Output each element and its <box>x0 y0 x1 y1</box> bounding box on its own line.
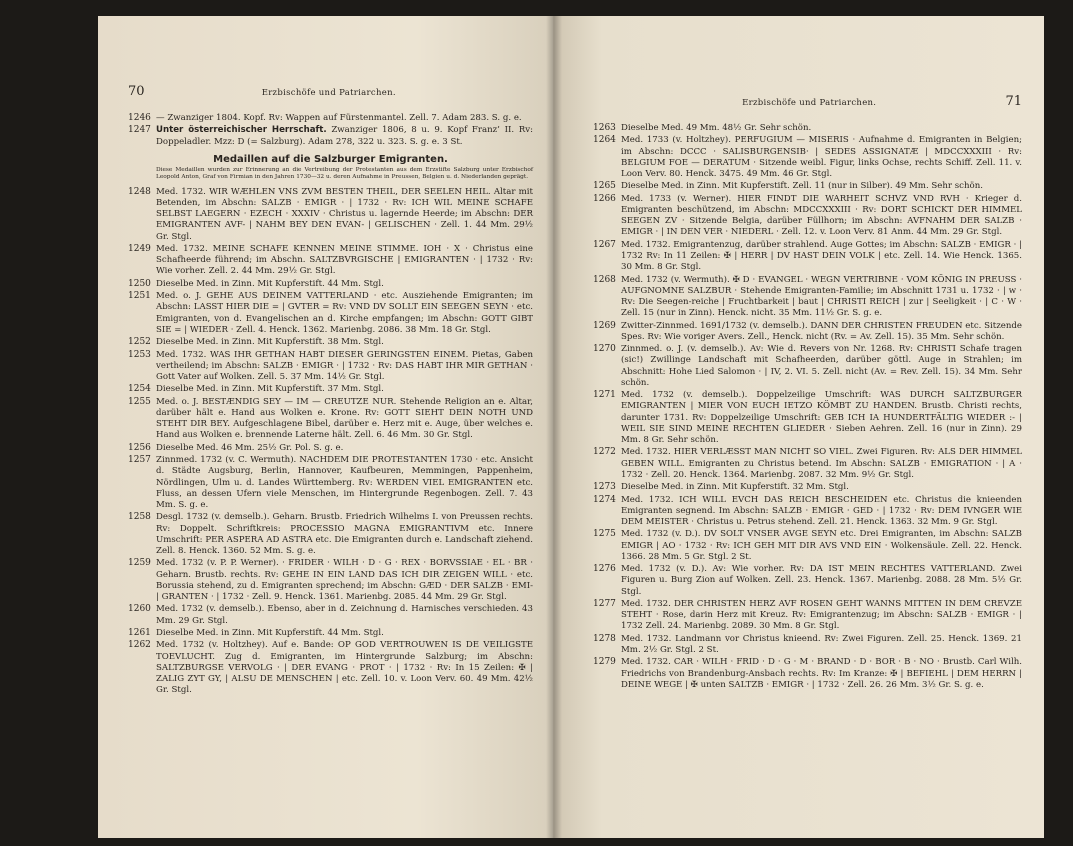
entry-text <box>156 113 533 124</box>
entry-text <box>621 194 1022 239</box>
entry-description: Dieselbe Med. in Zinn. Mit Kupferstift. 32 Mm. Stgl. <box>621 482 849 493</box>
entry-description: Med. 1732. Landmann vor Christus knieend. Rv: Zwei Figuren. Zell. 25. Henck. 1369. 21 Mm. 2½ Gr. Stgl. 2 St. <box>621 633 1022 655</box>
catalog-entry <box>593 495 1022 529</box>
entry-description: Dieselbe Med. in Zinn. Mit Kupferstift. 37 Mm. Stgl. <box>156 384 384 395</box>
left-running-title: Erzbischöfe und Patriarchen. <box>261 88 396 98</box>
catalog-entry <box>593 390 1022 446</box>
entry-text <box>621 634 1022 656</box>
entry-number: 1277 <box>593 598 616 609</box>
entry-number: 1274 <box>593 494 616 505</box>
catalog-entry <box>128 291 533 336</box>
entry-text <box>156 558 533 603</box>
entry-text <box>621 135 1022 180</box>
entry-number: 1257 <box>128 455 151 466</box>
entry-text <box>621 344 1022 389</box>
entry-text <box>156 187 533 243</box>
catalog-entry <box>593 529 1022 563</box>
entry-number: 1259 <box>128 558 151 569</box>
entry-description: Med. 1732 (v. Wermuth). ✠ D · EVANGEL · WEGN VERTRIBNE · VOM KÖNIG IN PREUSS · AUFGNOMNE SALZBUR · Stehende Emigranten-Familie; im Abschnitt 1731 u. 1732 · | w · Rv: Die Seegen-reiche | Fruchtbarkeit | baut | CHRISTI REICH | zur | Seeligkeit · | C · W · Zell. 15 (nur in Zinn). Henck. nicht. 35 Mm. 11½ Gr. S. g. e. <box>621 274 1022 319</box>
entry-text <box>621 564 1022 598</box>
entry-number: 1264 <box>593 135 616 146</box>
entry-description: Med. 1732. ICH WILL EVCH DAS REICH BESCHEIDEN etc. Christus die knieenden Emigranten segnend. Im Abschn: SALZB · EMIGR · GED · | 1732 · Rv: DEM IVNGER WIE DEM MEISTER · Christus u. Petrus stehend. Zell. 21. Henck. 1363. 32 Mm. 9 Gr. Stgl. <box>621 494 1022 527</box>
entry-description: Med. 1732 (v. P. P. Werner). · FRIDER · WILH · D · G · REX · BORVSSIAE · EL · BR · Geharn. Brustb. rechts. Rv: GEHE IN EIN LAND DAS ICH DIR ZEIGEN WILL · etc. Borussia stehend, zu d. Emigranten sprechend; im Abschn: GÆD · DER SALZB · EMI- | GRANTEN · | 1732 · Zell. 9. Henck. 1361. Marienbg. 2085. 44 Mm. 29 Gr. Stgl. <box>156 558 533 602</box>
entry-description: Med. 1732 (v. D.). Av: Wie vorher. Rv: DA IST MEIN RECHTES VATTERLAND. Zwei Figuren u. Burg Zion auf Wolken. Zell. 23. Henck. 1367. Marienbg. 2088. 28 Mm. 5½ Gr. Stgl. <box>621 564 1022 597</box>
entry-text <box>156 337 533 348</box>
right-entries <box>593 123 1022 691</box>
entry-text <box>156 604 533 626</box>
section-note: Diese Medaillen wurden zur Erinnerung an die Vertreibung der Protestanten aus dem Erzstifte Salzburg unter Erzbischof Leopold Anton, Graf von Firmian in den Jahren 1730—32 u. deren Aufnahme in Preussen, Belgien u. d. Niederlanden geprägt. <box>156 166 533 180</box>
catalog-entry <box>593 123 1022 134</box>
catalog-entry <box>128 640 533 696</box>
entry-description: Med. 1732 (v. demselb.). Doppelzeilige Umschrift: WAS DURCH SALTZBURGER EMIGRANTEN | MIER VON EUCH IETZO KÖMBT ZU HANDEN. Brustb. Christi rechts, darunter 1731. Rv: Doppelzeilige Umschrift: GEB ICH IA HUNDERTFÄLTIG WIEDER :- | WEIL SIE SIND MEINE RECHTEN GLIEDER · Sieben Aehren. Zell. 16 (nur in Zinn). 29 Mm. 8 Gr. Sehr schön. <box>621 390 1022 445</box>
entry-heading: Unter österreichischer Herrschaft. <box>156 125 327 136</box>
entry-number: 1266 <box>593 193 616 204</box>
entry-text <box>156 512 533 557</box>
entry-number: 1261 <box>128 627 151 638</box>
entry-number: 1279 <box>593 657 616 668</box>
entry-number: 1270 <box>593 344 616 355</box>
catalog-entry <box>593 135 1022 180</box>
catalog-entry <box>128 187 533 243</box>
catalog-entry <box>128 443 533 454</box>
entry-description: Dieselbe Med. 46 Mm. 25½ Gr. Pol. S. g. e. <box>156 442 344 453</box>
entry-text <box>156 291 533 336</box>
entry-number: 1252 <box>128 337 151 348</box>
catalog-entry <box>128 628 533 639</box>
catalog-entry <box>593 240 1022 274</box>
catalog-entry <box>593 599 1022 633</box>
entry-description: Dieselbe Med. in Zinn. Mit Kupferstift. 38 Mm. Stgl. <box>156 337 384 348</box>
entry-number: 1255 <box>128 396 151 407</box>
catalog-entry <box>128 350 533 384</box>
entry-description: Med. 1732 (v. D.). DV SOLT VNSER AVGE SEYN etc. Drei Emigranten, im Abschn: SALZB EMIGR | AO · 1732 · Rv: ICH GEH MIT DIR AVS VND EIN · Wolkensäule. Zell. 22. Henck. 1366. 28 Mm. 5 Gr. Stgl. 2 St. <box>621 529 1022 562</box>
catalog-entry <box>128 337 533 348</box>
entry-text <box>621 390 1022 446</box>
entry-description: Med. o. J. BESTÆNDIG SEY — IM — CREUTZE NUR. Stehende Religion an e. Altar, darüber hält e. Hand aus Wolken e. Krone. Rv: GOTT SIEHT DEIN NOTH UND STEHT DIR BEY. Aufgeschlagene Bibel, darüber e. Herz mit e. Auge, über welches e. Hand aus Wolken e. brennende Laterne hält. Zell. 6. 46 Mm. 30 Gr. Stgl. <box>156 396 533 441</box>
catalog-entry <box>593 194 1022 239</box>
entry-text <box>156 443 533 454</box>
catalog-entry <box>593 275 1022 320</box>
entry-description: Dieselbe Med. in Zinn. Mit Kupferstift. 44 Mm. Stgl. <box>156 278 384 289</box>
entry-text <box>621 482 1022 493</box>
catalog-entry <box>593 321 1022 343</box>
entry-description: Med. 1733 (v. Holtzhey). PERFUGIUM — MISERIS · Aufnahme d. Emigranten in Belgien; im Abschn: DCCC · SALISBURGENSIB· | SEDES ASSIGNATÆ | MDCCXXXIII · Rv: BELGIUM FOE — DERATUM · Sitzende weibl. Figur, links Ochse, rechts Schiff. Zell. 11. v. Loon Verv. 80. Henck. 3475. 49 Mm. 46 Gr. Stgl. <box>621 135 1022 179</box>
entry-number: 1272 <box>593 447 616 458</box>
entry-number: 1263 <box>593 123 616 133</box>
entry-description: Med. o. J. GEHE AUS DEINEM VATTERLAND · etc. Ausziehende Emigranten; im Abschn: LASST HIER DIE = | GVTER = Rv: VND DV SOLLT EIN SEEGEN SEYN · etc. Emigranten, von d. Evangelischen an d. Kirche empfangen; im Abschn: GOTT GIBT SIE = | WIEDER · Zell. 4. Henck. 1362. Marienbg. 2086. 38 Mm. 18 Gr. Stgl. <box>156 291 533 335</box>
catalog-entry <box>128 279 533 290</box>
left-page <box>98 16 553 838</box>
right-page <box>553 16 1044 838</box>
entry-text <box>621 657 1022 691</box>
entry-number: 1262 <box>128 640 151 651</box>
entry-text <box>621 495 1022 529</box>
entry-text <box>621 123 1022 134</box>
book-spread <box>98 16 1044 838</box>
entry-text <box>156 244 533 278</box>
entry-text <box>621 321 1022 343</box>
catalog-entry <box>128 512 533 557</box>
catalog-entry <box>128 384 533 395</box>
entry-description: Med. 1732. Emigrantenzug, darüber strahlend. Auge Gottes; im Abschn: SALZB · EMIGR · | 1732 Rv: In 11 Zeilen: ✠ | HERR | DV HAST DEIN VOLK | etc. Zell. 14. Wie Henck. 1365. 30 Mm. 8 Gr. Stgl. <box>621 239 1022 273</box>
entry-description: Dieselbe Med. in Zinn. Mit Kupferstift. 44 Mm. Stgl. <box>156 627 384 638</box>
entry-text <box>621 275 1022 320</box>
entry-description: Med. 1732 (v. demselb.). Ebenso, aber in d. Zeichnung d. Harnisches verschieden. 43 Mm. 29 Gr. Stgl. <box>156 604 533 626</box>
entry-number: 1258 <box>128 512 151 523</box>
entry-description: Med. 1732. HIER VERLÆSST MAN NICHT SO VIEL. Zwei Figuren. Rv: ALS DER HIMMEL GEBEN WILL. Emigranten zu Christus betend. Im Abschn: SALZB · EMIGRATION · | A · 1732 · Zell. 20. Henck. 1364. Marienbg. 2087. 32 Mm. 9½ Gr. Stgl. <box>621 447 1022 480</box>
entry-number: 1267 <box>593 239 616 250</box>
entry-text <box>621 529 1022 563</box>
section-title: Medaillen auf die Salzburger Emigranten. <box>213 153 448 165</box>
entry-number: 1265 <box>593 181 616 192</box>
right-page-number: 71 <box>1005 94 1022 109</box>
entry-number: 1251 <box>128 291 151 302</box>
entry-description: Med. 1732. WIR WÆHLEN VNS ZVM BESTEN THEIL, DER SEELEN HEIL. Altar mit Betenden, im Abschn: SALZB · EMIGR · | 1732 · Rv: ICH WIL MEINE SCHAFE SELBST LAEGERN · EZECH · XXXIV · Christus u. lagernde Heerde; im Abschn: DER EMIGRANTEN AVF- | NAHM BEY DEN EVAN- | GELISCHEN · Zell. 1. 44 Mm. 29½ Gr. Stgl. <box>156 186 533 242</box>
entry-description: Med. 1733 (v. Werner). HIER FINDT DIE WARHEIT SCHVZ VND RVH · Krieger d. Emigranten beschützend, im Abschn: MDCCXXXIII · Rv: DORT SCHICKT DER HIMMEL SEEGEN ZV · Sitzende Belgia, darüber Füllhorn; im Abschn: AVFNAHM DER SALZB · EMIGR · | IN DEN VER · NIEDERL · Zell. 12. v. Loon Verv. 81 Anm. 44 Mm. 29 Gr. Stgl. <box>621 193 1022 238</box>
entry-number: 1278 <box>593 633 616 644</box>
entry-description: Med. 1732. WAS IHR GETHAN HABT DIESER GERINGSTEN EINEM. Pietas, Gaben vertheilend; im Abschn: SALZB · EMIGR · | 1732 · Rv: DAS HABT IHR MIR GETHAN · Gott Vater auf Wolken. Zell. 5. 37 Mm. 14½ Gr. Stgl. <box>156 349 533 382</box>
entry-text <box>621 447 1022 481</box>
catalog-entry <box>593 482 1022 493</box>
entry-description: Dieselbe Med. in Zinn. Mit Kupferstift. Zell. 11 (nur in Silber). 49 Mm. Sehr schön. <box>621 181 983 192</box>
entry-description: Zinnmed. 1732 (v. C. Wermuth). NACHDEM DIE PROTESTANTEN 1730 · etc. Ansicht d. Städte Augsburg, Berlin, Hannover, Kaufbeuren, Memmingen, Pappenheim, Nördlingen, Ulm u. d. Landes Württemberg. Rv: WERDEN VIEL EMIGRANTEN etc. Fluss, an dessen Ufern viele Menschen, im Hintergrunde Regenbogen. Zell. 7. 43 Mm. S. g. e. <box>156 455 533 510</box>
catalog-entry <box>128 244 533 278</box>
catalog-entry <box>593 657 1022 691</box>
entry-description: Zwitter-Zinnmed. 1691/1732 (v. demselb.). DANN DER CHRISTEN FREUDEN etc. Sitzende Spes. Rv: Wie voriger Avers. Zell., Henck. nicht (Rv. = Av. Zell. 15). 35 Mm. Sehr schön. <box>621 320 1022 342</box>
entry-description: Med. 1732. MEINE SCHAFE KENNEN MEINE STIMME. IOH · X · Christus eine Schafheerde führend; im Abschn. SALTZBVRGISCHE | EMIGRANTEN · | 1732 · Rv: Wie vorher. Zell. 2. 44 Mm. 29½ Gr. Stgl. <box>156 244 533 277</box>
entry-description: Med. 1732. DER CHRISTEN HERZ AVF ROSEN GEHT WANNS MITTEN IN DEM CREVZE STEHT · Rose, darin Herz mit Kreuz. Rv: Emigrantenzug; im Abschn: SALZB · EMIGR · | 1732 Zell. 24. Marienbg. 2089. 30 Mm. 8 Gr. Stgl. <box>621 598 1022 632</box>
entry-number: 1275 <box>593 529 616 540</box>
entry-number: 1250 <box>128 278 151 289</box>
catalog-entry <box>593 344 1022 389</box>
catalog-entry <box>593 634 1022 656</box>
catalog-entry <box>128 125 533 147</box>
catalog-entry <box>128 113 533 124</box>
left-top-entries <box>128 113 533 148</box>
right-running-title: Erzbischöfe und Patriarchen. <box>742 98 877 108</box>
catalog-entry <box>128 558 533 603</box>
entry-description: Zinnmed. o. J. (v. demselb.). Av: Wie d. Revers von Nr. 1268. Rv: CHRISTI Schafe tragen (sic!) Zwillinge Landschaft mit Schafheerden, darüber göttl. Auge in Strahlen; im Abschnitt: Hohe Lied Salomon · | IV, 2. VI. 5. Zell. nicht (Av. = Rev. Zell. 15). 34 Mm. Sehr schön. <box>621 344 1022 388</box>
entry-description: Med. 1732 (v. Holtzhey). Auf e. Bande: OP GOD VERTROUWEN IS DE VEILIGSTE TOEVLUCHT. Zug d. Emigranten, im Hintergrunde Salzburg; im Abschn: SALTZBURGSE VERVOLG · | DER EVANG · PROT · | 1732 · Rv: In 15 Zeilen: ✠ | ZALIG ZYT GY, | ALSU DE MENSCHEN | etc. Zell. 10. v. Loon Verv. 60. 49 Mm. 42½ Gr. Stgl. <box>156 640 533 696</box>
entry-number: 1253 <box>128 349 151 360</box>
entry-text <box>156 279 533 290</box>
entry-text <box>156 640 533 696</box>
entry-text <box>621 240 1022 274</box>
catalog-entry <box>593 447 1022 481</box>
entry-description: Zwanziger 1806, 8 u. 9. Kopf Franz’ II. Rv: Doppeladler. Mzz: D (= Salzburg). Adam 278, 322 u. 323. S. g. e. 3 St. <box>156 125 534 147</box>
entry-number: 1276 <box>593 564 616 575</box>
entry-number: 1271 <box>593 390 616 401</box>
entry-number: 1273 <box>593 482 616 493</box>
entry-number: 1268 <box>593 274 616 285</box>
entry-text <box>156 350 533 384</box>
entry-description: Med. 1732. CAR · WILH · FRID · D · G · M · BRAND · D · BOR · B · NO · Brustb. Carl Wilh. Friedrichs von Brandenburg-Ansbach rechts. Rv: Im Kranze: ✠ | BEFIEHL | DEM HERRN | DEINE WEGE | ✠ unten SALTZB · EMIGR · | 1732 · Zell. 26. 26 Mm. 3½ Gr. S. g. e. <box>621 657 1022 690</box>
book-gutter <box>546 16 562 838</box>
entry-text <box>156 125 533 147</box>
entry-number: 1246 <box>128 113 151 123</box>
left-page-number: 70 <box>128 84 145 99</box>
entry-number: 1248 <box>128 186 151 197</box>
catalog-entry <box>593 564 1022 598</box>
entry-number: 1269 <box>593 320 616 331</box>
entry-text <box>156 628 533 639</box>
catalog-entry <box>128 397 533 442</box>
entry-number: 1256 <box>128 442 151 453</box>
catalog-entry <box>128 455 533 511</box>
entry-description: Dieselbe Med. 49 Mm. 48½ Gr. Sehr schön. <box>621 123 812 133</box>
entry-number: 1249 <box>128 244 151 254</box>
entry-description: Desgl. 1732 (v. demselb.). Geharn. Brustb. Friedrich Wilhelms I. von Preussen rechts. Rv: Doppelt. Schriftkreis: PROCESSIO MAGNA EMIGRANTIVM etc. Innere Umschrift: PER ASPERA AD ASTRA etc. Die Emigranten durch e. Landschaft ziehend. Zell. 8. Henck. 1360. 52 Mm. S. g. e. <box>156 512 533 556</box>
entry-number: 1254 <box>128 384 151 395</box>
entry-text <box>621 181 1022 192</box>
right-page-header <box>593 94 1022 109</box>
entry-text <box>156 455 533 511</box>
entry-text <box>156 384 533 395</box>
left-page-header <box>128 84 533 99</box>
left-entries <box>128 187 533 697</box>
entry-description: — Zwanziger 1804. Kopf. Rv: Wappen auf Fürstenmantel. Zell. 7. Adam 283. S. g. e. <box>156 113 522 123</box>
catalog-entry <box>128 604 533 626</box>
entry-number: 1260 <box>128 604 151 615</box>
catalog-entry <box>593 181 1022 192</box>
entry-text <box>621 599 1022 633</box>
entry-text <box>156 397 533 442</box>
entry-number: 1247 <box>128 125 151 136</box>
